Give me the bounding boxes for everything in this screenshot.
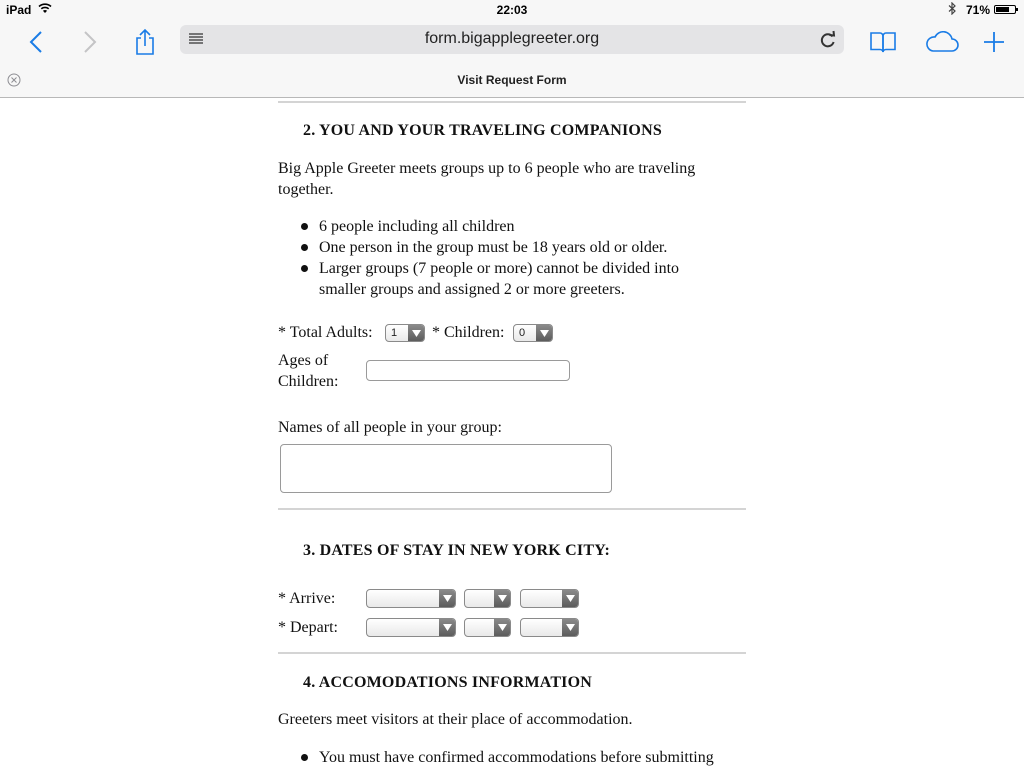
battery-fill bbox=[996, 7, 1009, 12]
section-4-intro: Greeters meet visitors at their place of accommodation. bbox=[278, 711, 633, 728]
dropdown-arrow-icon bbox=[494, 590, 510, 607]
section-2-intro: Big Apple Greeter meets groups up to 6 people who are traveling together. bbox=[278, 160, 696, 198]
tab-title[interactable]: Visit Request Form bbox=[457, 73, 567, 87]
bookmarks-button[interactable] bbox=[866, 26, 900, 58]
chevron-right-icon bbox=[83, 30, 97, 54]
names-label: Names of all people in your group: bbox=[278, 419, 502, 436]
section-2-title: 2. YOU AND YOUR TRAVELING COMPANIONS bbox=[303, 122, 662, 139]
children-select[interactable] bbox=[513, 324, 553, 342]
status-bar bbox=[0, 0, 1024, 20]
dropdown-arrow-icon bbox=[408, 325, 424, 341]
total-adults-value: 1 bbox=[391, 327, 398, 339]
reader-icon[interactable] bbox=[188, 32, 204, 46]
plus-icon bbox=[983, 31, 1005, 53]
section-4-title: 4. ACCOMODATIONS INFORMATION bbox=[303, 674, 593, 691]
divider bbox=[278, 652, 746, 654]
dropdown-arrow-icon bbox=[439, 590, 455, 607]
dropdown-arrow-icon bbox=[562, 590, 578, 607]
list-item: Larger groups (7 people or more) cannot be divided into smaller groups and assigned 2 or more greeters. bbox=[300, 258, 730, 300]
url-text[interactable]: form.bigapplegreeter.org bbox=[424, 30, 600, 47]
new-tab-button[interactable] bbox=[978, 26, 1010, 58]
ages-of-children-input[interactable] bbox=[366, 360, 570, 381]
reload-icon[interactable] bbox=[818, 30, 838, 50]
arrive-year-select[interactable] bbox=[520, 589, 579, 608]
divider bbox=[278, 101, 746, 103]
battery-percent: 71% bbox=[966, 3, 991, 17]
list-item: You must have confirmed accommodations before submitting bbox=[300, 747, 730, 768]
depart-year-select[interactable] bbox=[520, 618, 579, 637]
total-adults-label: * Total Adults: bbox=[278, 324, 373, 341]
icloud-tabs-button[interactable] bbox=[922, 26, 962, 58]
list-item: One person in the group must be 18 years old or older. bbox=[300, 237, 730, 258]
tab-bar bbox=[0, 64, 1024, 98]
dropdown-arrow-icon bbox=[562, 619, 578, 636]
dropdown-arrow-icon bbox=[494, 619, 510, 636]
dropdown-arrow-icon bbox=[536, 325, 552, 341]
children-value: 0 bbox=[519, 327, 526, 339]
depart-day-select[interactable] bbox=[464, 618, 511, 637]
browser-toolbar bbox=[0, 20, 1024, 64]
back-button[interactable] bbox=[22, 26, 50, 58]
depart-label: * Depart: bbox=[278, 619, 338, 636]
book-icon bbox=[869, 30, 897, 54]
section-4-bullets bbox=[300, 747, 730, 768]
address-bar[interactable] bbox=[180, 25, 844, 54]
arrive-label: * Arrive: bbox=[278, 590, 336, 607]
arrive-day-select[interactable] bbox=[464, 589, 511, 608]
clock: 22:03 bbox=[496, 3, 528, 17]
bluetooth-icon bbox=[948, 2, 957, 18]
names-textarea[interactable] bbox=[280, 444, 612, 493]
children-label: * Children: bbox=[432, 324, 505, 341]
depart-month-select[interactable] bbox=[366, 618, 456, 637]
cloud-icon bbox=[924, 31, 960, 53]
web-page bbox=[0, 98, 1024, 768]
divider bbox=[278, 508, 746, 510]
arrive-month-select[interactable] bbox=[366, 589, 456, 608]
ages-label-line-2: Children: bbox=[278, 373, 339, 390]
section-3-title: 3. DATES OF STAY IN NEW YORK CITY: bbox=[303, 542, 611, 559]
battery-icon bbox=[994, 5, 1016, 14]
list-item: 6 people including all children bbox=[300, 216, 730, 237]
total-adults-select[interactable] bbox=[385, 324, 425, 342]
dropdown-arrow-icon bbox=[439, 619, 455, 636]
device-name: iPad bbox=[6, 3, 32, 17]
ages-label-line-1: Ages of bbox=[278, 352, 329, 369]
share-icon bbox=[134, 28, 156, 56]
chevron-left-icon bbox=[29, 30, 43, 54]
section-2-bullets bbox=[300, 216, 730, 300]
forward-button[interactable] bbox=[76, 26, 104, 58]
share-button[interactable] bbox=[130, 26, 160, 58]
